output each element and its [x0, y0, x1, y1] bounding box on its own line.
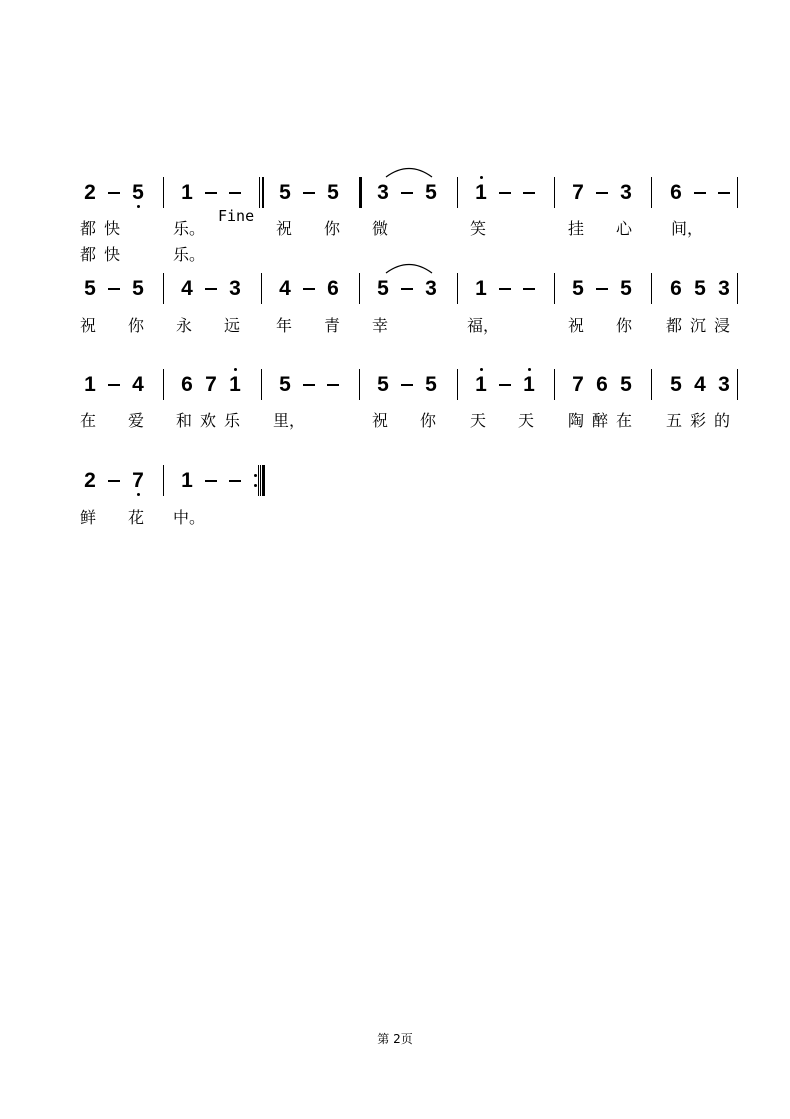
double-bar-line-thin: [263, 177, 264, 208]
high-octave-dot: [480, 176, 483, 179]
note-5: 5: [279, 373, 291, 396]
dash-line: [229, 480, 241, 482]
note-5: 5: [327, 181, 339, 204]
bar-line: [737, 369, 738, 400]
note-1: 1: [475, 373, 487, 396]
lyric-char: 祝: [79, 316, 96, 335]
dash-line: [596, 192, 608, 194]
lyric-char: 沉: [689, 316, 706, 335]
note-3: 3: [718, 277, 730, 300]
lyric-char: 你: [323, 219, 340, 238]
high-octave-dot: [480, 368, 483, 371]
note-5: 5: [425, 373, 437, 396]
repeat-dot: [254, 474, 257, 477]
note-1: 1: [475, 277, 487, 300]
dash-line: [523, 288, 535, 290]
note-5: 5: [425, 181, 437, 204]
bar-line: [651, 177, 652, 208]
dash-line: [205, 288, 217, 290]
repeat-bar-thin: [258, 465, 259, 496]
dash-line: [327, 384, 339, 386]
note-1: 1: [84, 373, 96, 396]
note-3: 3: [425, 277, 437, 300]
fine-label: Fine: [218, 207, 255, 225]
note-1: 1: [181, 181, 193, 204]
note-5: 5: [620, 373, 632, 396]
note-5: 5: [132, 277, 144, 300]
dash-line: [694, 192, 706, 194]
note-5: 5: [572, 277, 584, 300]
note-7: 7: [572, 181, 584, 204]
note-5: 5: [670, 373, 682, 396]
bar-line: [457, 369, 458, 400]
double-bar-line-thin: [259, 177, 260, 208]
dash-line: [523, 192, 535, 194]
note-5: 5: [279, 181, 291, 204]
lyric-char: 挂: [567, 219, 584, 238]
bar-line: [261, 273, 262, 304]
bar-line: [554, 273, 555, 304]
dash-line: [108, 288, 120, 290]
note-1: 1: [475, 181, 487, 204]
bar-line: [163, 465, 164, 496]
dash-line: [596, 288, 608, 290]
lyric-char: 花: [127, 508, 144, 527]
lyric-char: 的: [713, 411, 730, 430]
tie-arc: [384, 164, 434, 178]
dash-line: [108, 192, 120, 194]
dash-line: [499, 384, 511, 386]
note-1: 1: [523, 373, 535, 396]
lyric-char: 青: [323, 316, 340, 335]
note-3: 3: [377, 181, 389, 204]
note-4: 4: [694, 373, 706, 396]
lyric-char: 在: [79, 411, 96, 430]
high-octave-dot: [234, 368, 237, 371]
lyric-char: 欢: [199, 411, 216, 430]
lyric-char: 心: [615, 219, 632, 238]
lyric-char: 你: [615, 316, 632, 335]
note-1: 1: [229, 373, 241, 396]
lyric-char: 永: [175, 316, 192, 335]
note-3: 3: [229, 277, 241, 300]
lyric-char: 幸: [371, 316, 388, 335]
note-5: 5: [694, 277, 706, 300]
note-6: 6: [670, 277, 682, 300]
note-2: 2: [84, 181, 96, 204]
note-1: 1: [181, 469, 193, 492]
bar-line: [260, 465, 261, 496]
dash-line: [303, 288, 315, 290]
repeat-bar-thick: [262, 465, 265, 496]
bar-line: [359, 177, 360, 208]
repeat-dot: [254, 484, 257, 487]
note-5: 5: [84, 277, 96, 300]
bar-line: [737, 273, 738, 304]
dash-line: [401, 288, 413, 290]
lyric-char: 五: [665, 411, 682, 430]
lyric-char-verse2: 都: [79, 245, 96, 264]
lyric-char: 祝: [567, 316, 584, 335]
lyric-char: 都: [79, 219, 96, 238]
dash-line: [108, 480, 120, 482]
lyric-char: 笑: [469, 219, 486, 238]
bar-line: [554, 369, 555, 400]
note-6: 6: [670, 181, 682, 204]
bar-line: [163, 273, 164, 304]
bar-line: [457, 177, 458, 208]
lyric-char: 浸: [713, 316, 730, 335]
bar-line: [163, 177, 164, 208]
note-5: 5: [377, 277, 389, 300]
page-number: 第 2页: [377, 1032, 413, 1046]
tie-arc: [384, 260, 434, 274]
lyric-char: 祝: [371, 411, 388, 430]
note-3: 3: [620, 181, 632, 204]
lyric-char: 间，: [671, 219, 704, 238]
lyric-char: 中。: [173, 508, 206, 527]
note-7: 7: [205, 373, 217, 396]
dash-line: [229, 192, 241, 194]
dash-line: [205, 192, 217, 194]
note-2: 2: [84, 469, 96, 492]
lyric-char: 陶: [567, 411, 584, 430]
dash-line: [108, 384, 120, 386]
tie-arc-path: [386, 169, 432, 178]
lyric-char: 鲜: [79, 508, 96, 527]
note-7: 7: [572, 373, 584, 396]
lyric-char: 在: [615, 411, 632, 430]
bar-line: [163, 369, 164, 400]
lyric-char: 乐。: [173, 219, 206, 238]
bar-line: [554, 177, 555, 208]
lyric-char: 都: [665, 316, 682, 335]
lyric-char: 和: [175, 411, 192, 430]
dash-line: [499, 192, 511, 194]
dash-line: [401, 384, 413, 386]
dash-line: [499, 288, 511, 290]
note-6: 6: [181, 373, 193, 396]
lyric-char: 里，: [273, 411, 306, 430]
lyric-char: 天: [469, 411, 486, 430]
lyric-char-verse2: 乐。: [173, 245, 206, 264]
dash-line: [401, 192, 413, 194]
bar-line: [359, 369, 360, 400]
note-5: 5: [377, 373, 389, 396]
lyric-char: 彩: [689, 411, 706, 430]
lyric-char: 微: [371, 219, 388, 238]
bar-line: [359, 273, 360, 304]
dash-line: [303, 384, 315, 386]
dash-line: [718, 192, 730, 194]
bar-line: [651, 273, 652, 304]
note-3: 3: [718, 373, 730, 396]
note-5: 5: [132, 181, 144, 204]
lyric-char: 你: [127, 316, 144, 335]
note-4: 4: [181, 277, 193, 300]
low-octave-dot: [137, 493, 140, 496]
note-4: 4: [132, 373, 144, 396]
low-octave-dot: [137, 205, 140, 208]
lyric-char: 爱: [127, 411, 144, 430]
lyric-char: 你: [419, 411, 436, 430]
lyric-char-verse2: 快: [103, 245, 120, 264]
note-5: 5: [620, 277, 632, 300]
lyric-char: 福，: [467, 316, 500, 335]
lyric-char: 快: [103, 219, 120, 238]
note-6: 6: [327, 277, 339, 300]
lyric-char: 年: [275, 316, 292, 335]
dash-line: [205, 480, 217, 482]
note-4: 4: [279, 277, 291, 300]
note-6: 6: [596, 373, 608, 396]
lyric-char: 祝: [275, 219, 292, 238]
lyric-char: 乐: [223, 411, 240, 430]
bar-line: [261, 369, 262, 400]
tie-arc-path: [386, 265, 432, 274]
dash-line: [303, 192, 315, 194]
high-octave-dot: [528, 368, 531, 371]
lyric-char: 醉: [591, 411, 608, 430]
bar-line: [457, 273, 458, 304]
note-7: 7: [132, 469, 144, 492]
bar-line: [651, 369, 652, 400]
bar-line: [737, 177, 738, 208]
lyric-char: 天: [517, 411, 534, 430]
lyric-char: 远: [223, 316, 240, 335]
